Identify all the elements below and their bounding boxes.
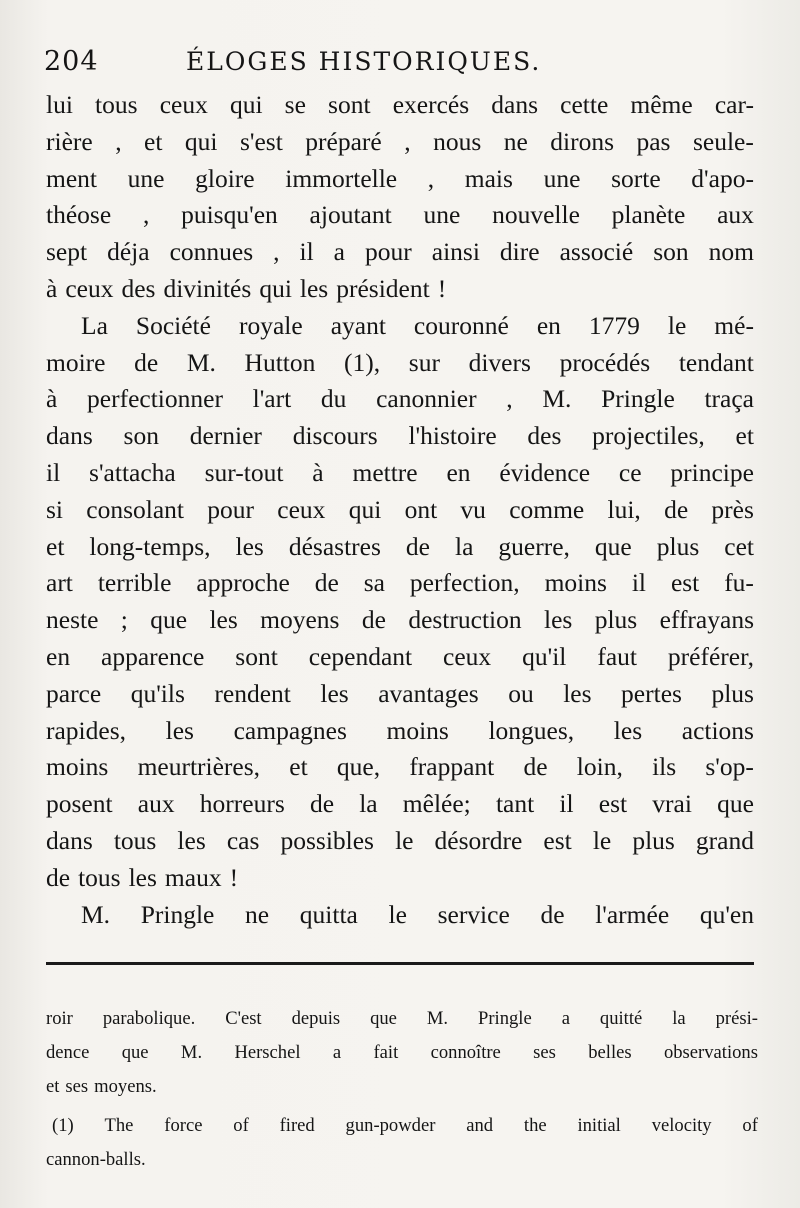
- footnote-line: dence que M. Herschel a fait connoître ses belles observations: [46, 1042, 758, 1063]
- text-line: si consolant pour ceux qui ont vu comme lui, de près: [46, 494, 754, 524]
- text-line: rière , et qui s'est préparé , nous ne dirons pas seule-: [46, 126, 754, 156]
- text-line: neste ; que les moyens de destruction les plus effrayans: [46, 605, 754, 635]
- page-header: [44, 44, 764, 84]
- text-line: posent aux horreurs de la mêlée; tant il est vrai que: [46, 789, 754, 819]
- text-line: théose , puisqu'en ajoutant une nouvelle planète aux: [46, 200, 754, 230]
- text-line: dans tous les cas possibles le désordre est le plus grand: [46, 825, 754, 855]
- text-line: moire de M. Hutton (1), sur divers procédés tendant: [46, 347, 754, 377]
- text-line: art terrible approche de sa perfection, moins il est fu-: [46, 568, 754, 598]
- text-line: La Société royale ayant couronné en 1779 le mé-: [81, 310, 754, 340]
- text-line: il s'attacha sur-tout à mettre en évidence ce principe: [46, 457, 754, 487]
- footnote-line: et ses moyens.: [46, 1076, 157, 1097]
- text-line: sept déja connues , il a pour ainsi dire associé son nom: [46, 237, 754, 267]
- footnotes: [46, 1002, 758, 1177]
- footnote-line: (1) The force of fired gun-powder and the initial velocity of: [52, 1115, 758, 1136]
- text-line: dans son dernier discours l'histoire des projectiles, et: [46, 421, 754, 451]
- running-title: ÉLOGES HISTORIQUES.: [186, 47, 542, 76]
- footnote-line: roir parabolique. C'est depuis que M. Pringle a quitté la prési-: [46, 1008, 758, 1029]
- text-line: ment une gloire immortelle , mais une sorte d'apo-: [46, 163, 754, 193]
- text-line: et long-temps, les désastres de la guerre, que plus cet: [46, 531, 754, 561]
- footnote-line: cannon-balls.: [46, 1149, 146, 1170]
- text-line: moins meurtrières, et que, frappant de loin, ils s'op-: [46, 752, 754, 782]
- text-line: à ceux des divinités qui les président !: [46, 273, 447, 303]
- text-line: rapides, les campagnes moins longues, les actions: [46, 715, 754, 745]
- page-number: 204: [44, 46, 99, 77]
- text-line: en apparence sont cependant ceux qu'il faut préférer,: [46, 641, 754, 671]
- text-line: de tous les maux !: [46, 862, 239, 892]
- main-text: [46, 87, 754, 933]
- text-line: à perfectionner l'art du canonnier , M. Pringle traça: [46, 384, 754, 414]
- text-line: lui tous ceux qui se sont exercés dans cette même car-: [46, 90, 754, 119]
- text-line: parce qu'ils rendent les avantages ou les pertes plus: [46, 678, 754, 708]
- text-line: M. Pringle ne quitta le service de l'armée qu'en: [81, 899, 754, 929]
- footnote-divider: [46, 962, 754, 965]
